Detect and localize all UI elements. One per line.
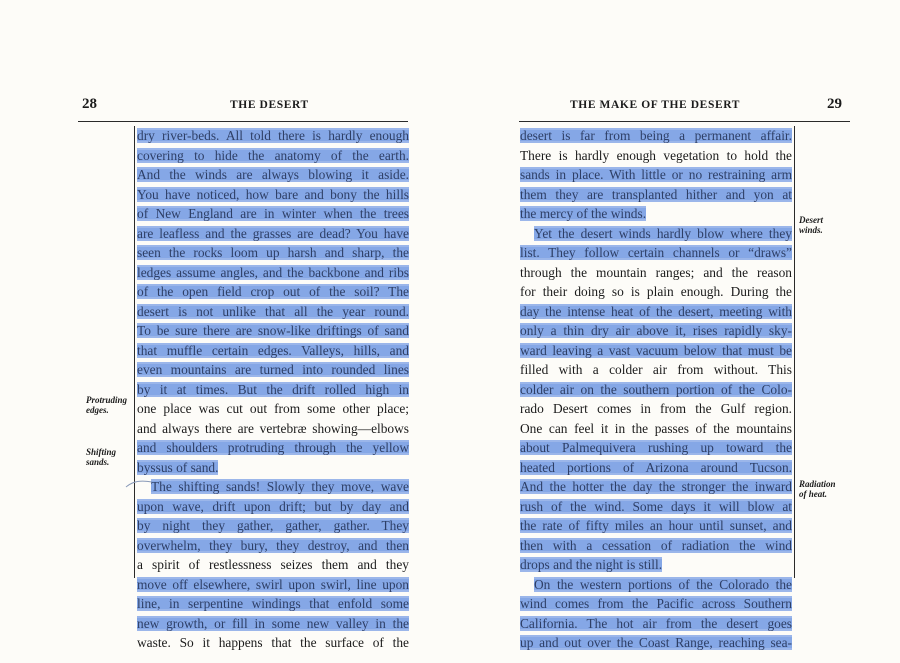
text-line: list. They follow certain channels or “draws” bbox=[520, 245, 792, 260]
text-line: for their doing so is plain enough. During the bbox=[520, 284, 792, 299]
right-running-head: THE MAKE OF THE DESERT bbox=[570, 99, 740, 111]
pencil-mark bbox=[125, 479, 153, 489]
text-line: and shoulders protruding through the yellow bbox=[137, 440, 409, 455]
text-line: On the western portions of the Colorado the bbox=[534, 576, 792, 592]
text-line: And the hotter the day the stronger the inward bbox=[520, 479, 792, 494]
text-line: There is hardly enough vegetation to hold the bbox=[520, 147, 792, 163]
text-line: colder air on the southern portion of the Colo- bbox=[520, 381, 792, 397]
text-line: by night they gather, gather, gather. They bbox=[137, 518, 409, 533]
text-line: the mercy of the winds. bbox=[520, 206, 647, 221]
margin-note-desert-winds: Desert winds. bbox=[799, 215, 823, 235]
right-page-number: 29 bbox=[827, 96, 842, 112]
text-line: byssus of sand. bbox=[137, 459, 219, 475]
text-line: through the mountain ranges; and the reason bbox=[520, 264, 792, 280]
right-margin-rule bbox=[794, 126, 795, 578]
right-header-rule bbox=[519, 121, 850, 122]
text-line: by it at times. But the drift rolled high in bbox=[137, 381, 409, 397]
text-line: heated portions of Arizona around Tucson. bbox=[520, 459, 792, 475]
text-line: dry river-beds. All told there is hardly enough bbox=[137, 128, 409, 143]
text-line: desert is not unlike that all the year round. bbox=[137, 303, 409, 319]
text-line: The shifting sands! Slowly they move, wave bbox=[151, 479, 409, 494]
right-text-column bbox=[520, 126, 792, 653]
text-line: You have noticed, how bare and bony the hills bbox=[137, 186, 409, 202]
text-line: day the intense heat of the desert, meeting with bbox=[520, 303, 792, 319]
text-line: line, in serpentine windings that enfold some bbox=[137, 596, 409, 611]
text-line: that muffle certain edges. Valleys, hills, and bbox=[137, 342, 409, 358]
left-header-rule bbox=[78, 121, 408, 122]
text-line: rush of the wind. Some days it will blow at bbox=[520, 498, 792, 514]
text-line: then with a cessation of radiation the wind bbox=[520, 537, 792, 553]
text-line: of New England are in winter when the trees bbox=[137, 206, 409, 221]
text-line: waste. So it happens that the surface of the bbox=[137, 635, 409, 650]
text-line: are leafless and the grasses are dead? You have bbox=[137, 225, 409, 241]
text-line: one place was cut out from some other place; bbox=[137, 401, 409, 416]
text-line: upon wave, drift upon drift; but by day and bbox=[137, 498, 409, 514]
margin-note-protruding-edges: Protruding edges. bbox=[86, 395, 128, 415]
text-line: overwhelm, they bury, they destroy, and then bbox=[137, 537, 409, 553]
text-line: sands in place. With little or no restraining arm bbox=[520, 167, 792, 182]
text-line: up and out over the Coast Range, reaching sea- bbox=[520, 635, 792, 650]
left-running-head: THE DESERT bbox=[230, 99, 309, 111]
margin-note-shifting-sands: Shifting sands. bbox=[86, 447, 117, 467]
text-line: of the open field crop out of the soil? The bbox=[137, 284, 409, 299]
text-line: seen the rocks loom up harsh and sharp, the bbox=[137, 245, 409, 260]
text-line: And the winds are always blowing it aside. bbox=[137, 167, 409, 182]
text-line: To be sure there are snow-like driftings of sand bbox=[137, 323, 409, 338]
text-line: ledges assume angles, and the backbone and ribs bbox=[137, 264, 409, 280]
text-line: California. The hot air from the desert goes bbox=[520, 615, 792, 631]
text-line: the rate of fifty miles an hour until sunset, and bbox=[520, 518, 792, 533]
text-line: desert is far from being a permanent affair. bbox=[520, 128, 792, 143]
left-text-column bbox=[137, 126, 409, 653]
text-line: them they are transplanted hither and yon at bbox=[520, 186, 792, 202]
text-line: drops and the night is still. bbox=[520, 557, 663, 572]
left-margin-rule bbox=[134, 126, 135, 578]
text-line: filled with a colder air from without. This bbox=[520, 362, 792, 377]
left-page-number: 28 bbox=[82, 96, 97, 112]
text-line: move off elsewhere, swirl upon swirl, line upon bbox=[137, 576, 409, 592]
text-line: even mountains are turned into rounded lines bbox=[137, 362, 409, 377]
text-line: new growth, or fill in some new valley in the bbox=[137, 615, 409, 631]
text-line: rado Desert comes in from the Gulf region. bbox=[520, 401, 792, 416]
margin-note-radiation-of-heat: Radiation of heat. bbox=[799, 479, 836, 499]
text-line: covering to hide the anatomy of the earth. bbox=[137, 147, 409, 163]
text-line: a spirit of restlessness seizes them and they bbox=[137, 557, 409, 572]
text-line: One can feel it in the passes of the mountains bbox=[520, 420, 792, 436]
text-line: Yet the desert winds hardly blow where they bbox=[534, 225, 792, 241]
text-line: and always there are vertebræ showing—elbows bbox=[137, 420, 409, 436]
text-line: only a thin dry air above it, rises rapidly sky- bbox=[520, 323, 792, 338]
text-line: ward leaving a vast vacuum below that must be bbox=[520, 342, 792, 358]
text-line: about Palmequivera rushing up toward the bbox=[520, 440, 792, 455]
text-line: wind comes from the Pacific across Southern bbox=[520, 596, 792, 611]
